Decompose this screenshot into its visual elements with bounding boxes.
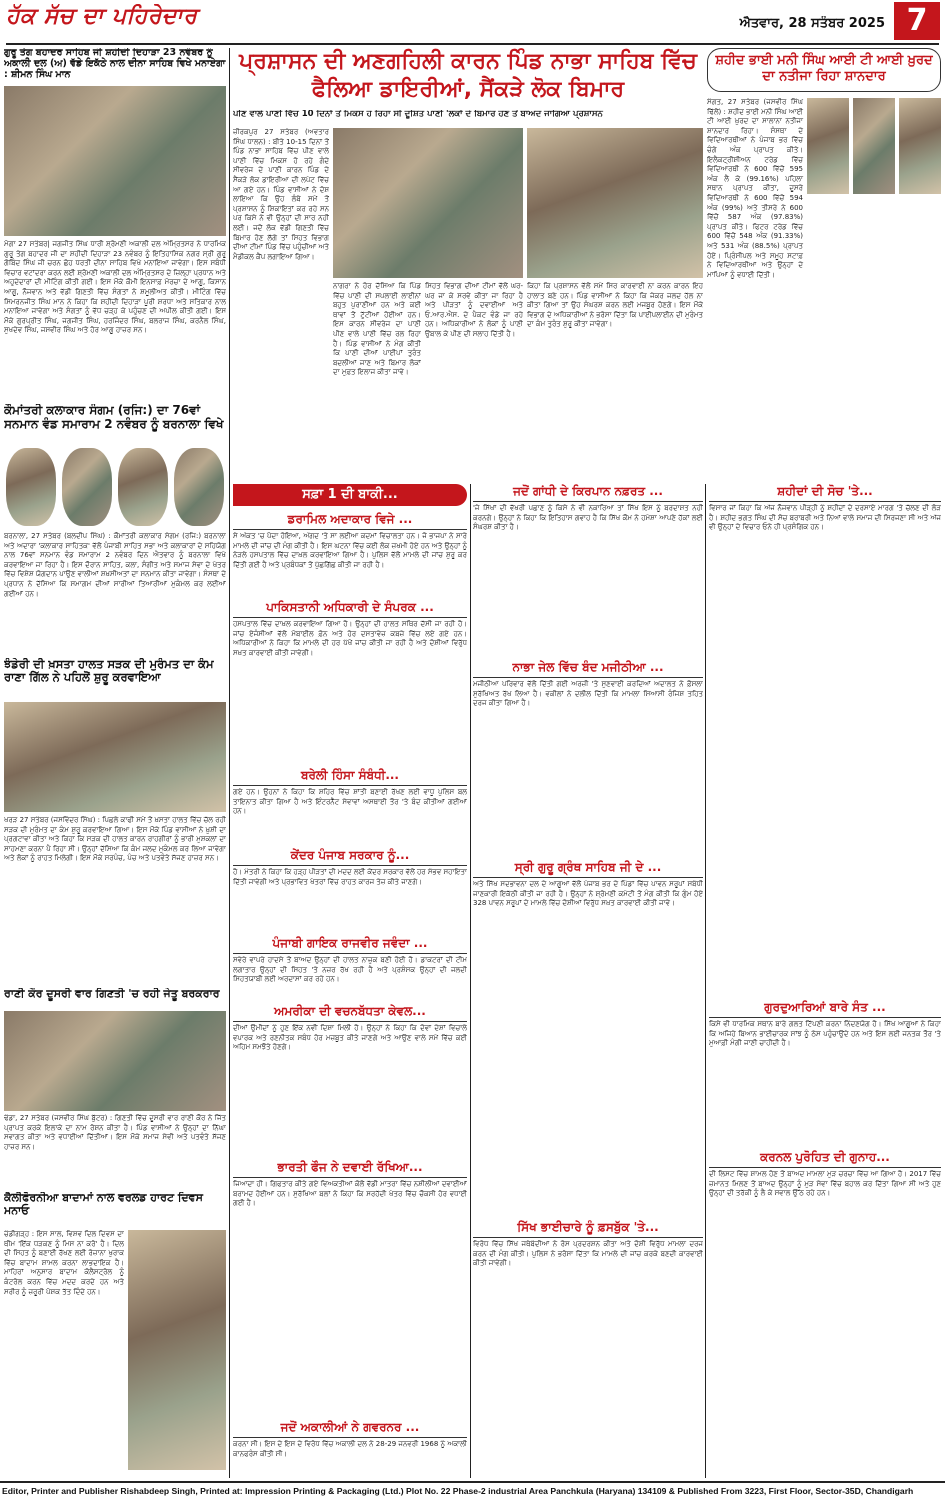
shaheed-headline: ਸ਼ਹੀਦ ਭਾਈ ਮਨੀ ਸਿੰਘ ਆਈ ਟੀ ਆਈ ਖ਼ੁਰਦ ਦਾ ਨਤੀਜਾ ਰਿਹਾ ਸ਼ਾਨਦਾਰ <box>707 48 941 92</box>
story-headline: ਕੌਮਾਂਤਰੀ ਕਲਾਕਾਰ ਸੰਗਮ (ਰਜਿ:) ਦਾ 76ਵਾਂ ਸਨਮਾਨ ਵੰਡ ਸਮਾਰਾਮ 2 ਨਵੰਬਰ ਨੂੰ ਬਰਨਾਲਾ ਵਿਖੇ <box>4 404 224 431</box>
footer-rule <box>0 1481 945 1483</box>
jump-body: 'ਜੇ ਸਿੱਖਾਂ ਦੀ ਵੱਖਰੀ ਪਛਾਣ ਨੂੰ ਕਿਸੇ ਨੇ ਵੀ ਨਕਾਰਿਆ ਤਾਂ ਸਿੱਖ ਇਸ ਨੂੰ ਬਰਦਾਸ਼ਤ ਨਹੀਂ ਕਰਨਗੇ। ਉਨ੍ਹਾਂ ਨੇ ਕਿਹਾ ਕਿ ਇਤਿਹਾਸ ਗਵਾਹ ਹੈ ਕਿ ਸਿੱਖ ਕੌਮ ਨੇ ਹਮੇਸ਼ਾ ਆਪਣੇ ਹੱਕਾਂ ਲਈ ਸੰਘਰਸ਼ ਕੀਤਾ ਹੈ। <box>473 504 703 532</box>
issue-date: ਐਤਵਾਰ, 28 ਸਤੰਬਰ 2025 <box>739 16 885 31</box>
lead-photo <box>527 128 703 278</box>
jump-body: ਕਰਨਾ ਸੀ। ਇਸ ਦੇ ਇਸ ਦੇ ਵਿਰੋਧ ਵਿੱਚ ਅਕਾਲੀ ਦਲ ਨੇ 28-29 ਜਨਵਰੀ 1968 ਨੂੰ ਅਕਾਲੀ ਕਾਨਫਰੰਸ ਕੀਤੀ ਸੀ। <box>233 1440 467 1458</box>
lead-photo <box>333 128 523 278</box>
jump-title: ਭਾਰਤੀ ਫੌਜ ਨੇ ਦਵਾਈ ਰੱਖਿਆ... <box>233 1160 467 1178</box>
masthead-logo <box>6 4 226 34</box>
jump-title: ਗੁਰਦੁਆਰਿਆਂ ਬਾਰੇ ਸੰਤ ... <box>709 1000 941 1018</box>
masthead <box>0 0 945 44</box>
column-divider <box>470 484 471 1478</box>
page-number: 7 <box>894 2 940 40</box>
portrait <box>174 448 224 526</box>
portrait <box>6 448 56 526</box>
jump-body: ਵਿਸਾਰ ਜਾਂ ਕਿਹਾ ਕਿ ਅੱਜ ਨੌਜਵਾਨ ਪੀੜ੍ਹੀ ਨੂੰ ਸ਼ਹੀਦਾਂ ਦੇ ਦਰਸਾਏ ਮਾਰਗ 'ਤੇ ਚੱਲਣ ਦੀ ਲੋੜ ਹੈ। ਸ਼ਹੀਦ ਭਗਤ ਸਿੰਘ ਦੀ ਸੋਚ ਬਰਾਬਰੀ ਅਤੇ ਨਿਆਂ ਵਾਲੇ ਸਮਾਜ ਦੀ ਸਿਰਜਣਾ ਸੀ ਅਤੇ ਅੱਜ ਵੀ ਉਨ੍ਹਾਂ ਦੇ ਵਿਚਾਰ ਓਨੇ ਹੀ ਪ੍ਰਸੰਗਿਕ ਹਨ। <box>709 504 941 532</box>
jump-body: ਸੇ ਅੰਕਤ 'ਚ ਪੈਦਾ ਹੋਇਆ, ਅੰਗਦ 'ਤੇ ਸਾ ਲਈਆ ਕਦਮਾਂ ਵਿਚਾਲਤਾ ਹਨ। ਜੋ ਭਾਜਪਾ ਨੇ ਸਾਰੇ ਮਾਮਲੇ ਦੀ ਜਾਂਚ ਦੀ ਮੰਗ ਕੀਤੀ ਹੈ। ਇਸ ਘਟਨਾ ਵਿੱਚ ਕਈ ਲੋਕ ਜ਼ਖਮੀ ਹੋਏ ਹਨ ਅਤੇ ਉਨ੍ਹਾਂ ਨੂੰ ਨੇੜਲੇ ਹਸਪਤਾਲ ਵਿੱਚ ਦਾਖ਼ਲ ਕਰਵਾਇਆ ਗਿਆ ਹੈ। ਪੁਲਿਸ ਵੱਲੋਂ ਮਾਮਲੇ ਦੀ ਜਾਂਚ ਸ਼ੁਰੂ ਕਰ ਦਿੱਤੀ ਗਈ ਹੈ ਅਤੇ ਪ੍ਰਬੰਧਕਾਂ ਤੋਂ ਪੁੱਛਗਿੱਛ ਕੀਤੀ ਜਾ ਰਹੀ ਹੈ। <box>233 532 467 569</box>
story-photo <box>4 86 226 236</box>
jump-body: ਸਵੇਰੇ ਵਾਪਰੇ ਹਾਦਸੇ ਤੋਂ ਬਾਅਦ ਉਨ੍ਹਾਂ ਦੀ ਹਾਲਤ ਨਾਜ਼ੁਕ ਬਣੀ ਹੋਈ ਹੈ। ਡਾਕਟਰਾਂ ਦੀ ਟੀਮ ਲਗਾਤਾਰ ਉਨ੍ਹਾਂ ਦੀ ਸਿਹਤ 'ਤੇ ਨਜ਼ਰ ਰੱਖ ਰਹੀ ਹੈ ਅਤੇ ਪ੍ਰਸ਼ੰਸਕ ਉਨ੍ਹਾਂ ਦੀ ਜਲਦੀ ਸਿਹਤਯਾਬੀ ਲਈ ਅਰਦਾਸਾਂ ਕਰ ਰਹੇ ਹਨ। <box>233 956 467 984</box>
lead-body: ਜ਼ੀਰਕਪੁਰ 27 ਸਤੰਬਰ (ਅਵਤਾਰ ਸਿੰਘ ਧਾਲਨ) : ਬੀਤੇ 10-15 ਦਿਨਾਂ ਤੋਂ ਪਿੰਡ ਨਾਭਾ ਸਾਹਿਬ ਵਿੱਚ ਪੀਣ ਵਾਲੇ ਪਾਣੀ ਵਿੱਚ ਮਿਕਸ ਹੋ ਰਹੇ ਗੰਦੇ ਸੀਵਰੇਜ ਦੇ ਪਾਣੀ ਕਾਰਨ ਪਿੰਡ ਦੇ ਸੈਂਕੜੇ ਲੋਕ ਡਾਇਰੀਆ ਦੀ ਲਪੇਟ ਵਿੱਚ ਆ ਗਏ ਹਨ। ਪਿੰਡ ਵਾਸੀਆਂ ਨੇ ਦੋਸ਼ ਲਾਇਆ ਕਿ ਉਹ ਲੰਬੇ ਸਮੇਂ ਤੋਂ ਪ੍ਰਸ਼ਾਸਨ ਨੂੰ ਸ਼ਿਕਾਇਤਾਂ ਕਰ ਰਹੇ ਸਨ ਪਰ ਕਿਸੇ ਨੇ ਵੀ ਉਨ੍ਹਾਂ ਦੀ ਸਾਰ ਨਹੀਂ ਲਈ। ਜਦੋਂ ਲੋਕ ਵੱਡੀ ਗਿਣਤੀ ਵਿੱਚ ਬਿਮਾਰ ਹੋਣ ਲੱਗੇ ਤਾਂ ਸਿਹਤ ਵਿਭਾਗ ਦੀਆਂ ਟੀਮਾਂ ਪਿੰਡ ਵਿੱਚ ਪਹੁੰਚੀਆਂ ਅਤੇ ਮੈਡੀਕਲ ਕੈਂਪ ਲਗਾਇਆ ਗਿਆ। <box>233 128 329 261</box>
story-body: ਮੋਗਾ 27 ਸਤੰਬਰ| ਜਗਜੀਤ ਸਿੰਘ ਧਾਰੀ ਸ਼੍ਰੋਮਣੀ ਅਕਾਲੀ ਦਲ ਅੰਮ੍ਰਿਤਸਰ ਨੇ ਧਾਰਮਿਕ ਗੁਰੂ ਤੇਗ ਬਹਾਦਰ ਜੀ ਦਾ ਸ਼ਹੀਦੀ ਦਿਹਾੜਾ 23 ਨਵੰਬਰ ਨੂੰ ਇਤਿਹਾਸਿਕ ਨਗਰ ਸ੍ਰੀ ਗੁਰੂ ਗੋਬਿੰਦ ਸਿੰਘ ਜੀ ਚਰਨ ਛੋਹ ਧਰਤੀ ਦੀਨਾ ਸਾਹਿਬ ਵਿਖੇ ਮਨਾਇਆ ਜਾਵੇਗਾ। ਇਸ ਸਬੰਧੀ ਵਿਚਾਰ ਵਟਾਂਦਰਾ ਕਰਨ ਲਈ ਸ਼੍ਰੋਮਣੀ ਅਕਾਲੀ ਦਲ ਅੰਮ੍ਰਿਤਸਰ ਦੇ ਜ਼ਿਲ੍ਹਾ ਪ੍ਰਧਾਨ ਅਤੇ ਅਹੁਦੇਦਾਰਾਂ ਦੀ ਮੀਟਿੰਗ ਕੀਤੀ ਗਈ। ਇਸ ਮੌਕੇ ਕੌਮੀ ਇਨਸਾਫ਼ ਮੋਰਚਾ ਦੇ ਆਗੂ, ਕਿਸਾਨ ਆਗੂ, ਨੌਜਵਾਨ ਅਤੇ ਵੱਡੀ ਗਿਣਤੀ ਵਿੱਚ ਸੰਗਤਾਂ ਨੇ ਸ਼ਮੂਲੀਅਤ ਕੀਤੀ। ਮੀਟਿੰਗ ਵਿੱਚ ਸਿਮਰਨਜੀਤ ਸਿੰਘ ਮਾਨ ਨੇ ਕਿਹਾ ਕਿ ਸ਼ਹੀਦੀ ਦਿਹਾੜਾ ਪੂਰੀ ਸ਼ਰਧਾ ਅਤੇ ਸਤਿਕਾਰ ਨਾਲ ਮਨਾਇਆ ਜਾਵੇਗਾ ਅਤੇ ਸੰਗਤਾਂ ਨੂੰ ਵੱਧ ਚੜ੍ਹ ਕੇ ਪਹੁੰਚਣ ਦੀ ਅਪੀਲ ਕੀਤੀ ਗਈ। ਇਸ ਮੌਕੇ ਗੁਰਪ੍ਰੀਤ ਸਿੰਘ, ਜਗਜੀਤ ਸਿੰਘ, ਹਰਜਿੰਦਰ ਸਿੰਘ, ਬਲਰਾਜ ਸਿੰਘ, ਕਰਨੈਲ ਸਿੰਘ, ਸੁਖਦੇਵ ਸਿੰਘ, ਜਸਵੀਰ ਸਿੰਘ ਅਤੇ ਹੋਰ ਆਗੂ ਹਾਜ਼ਰ ਸਨ। <box>4 240 226 335</box>
jump-banner <box>233 484 467 506</box>
portrait-row <box>4 448 226 528</box>
story-photo <box>128 1230 226 1470</box>
jump-body: ਕਿਸੇ ਵੀ ਧਾਰਮਿਕ ਸਥਾਨ ਬਾਰੇ ਗਲਤ ਟਿੱਪਣੀ ਕਰਨਾ ਨਿੰਦਣਯੋਗ ਹੈ। ਸਿੱਖ ਆਗੂਆਂ ਨੇ ਕਿਹਾ ਕਿ ਅਜਿਹੇ ਬਿਆਨ ਭਾਈਚਾਰਕ ਸਾਂਝ ਨੂੰ ਠੇਸ ਪਹੁੰਚਾਉਂਦੇ ਹਨ ਅਤੇ ਇਸ ਲਈ ਜਨਤਕ ਤੌਰ 'ਤੇ ਮੁਆਫ਼ੀ ਮੰਗੀ ਜਾਣੀ ਚਾਹੀਦੀ ਹੈ। <box>709 1020 941 1048</box>
jump-body: ਅਤੇ ਸਿੱਖ ਸਦਭਾਵਨਾ ਦਲ ਦੇ ਆਗੂਆਂ ਵੱਲੋਂ ਪੰਜਾਬ ਭਰ ਦੇ ਪਿੰਡਾਂ ਵਿੱਚ ਪਾਵਨ ਸਰੂਪਾਂ ਸਬੰਧੀ ਜਾਣਕਾਰੀ ਇਕੱਠੀ ਕੀਤੀ ਜਾ ਰਹੀ ਹੈ। ਉਨ੍ਹਾਂ ਨੇ ਸ਼੍ਰੋਮਣੀ ਕਮੇਟੀ ਤੋਂ ਮੰਗ ਕੀਤੀ ਕਿ ਗੁੰਮ ਹੋਏ 328 ਪਾਵਨ ਸਰੂਪਾਂ ਦੇ ਮਾਮਲੇ ਵਿੱਚ ਦੋਸ਼ੀਆਂ ਵਿਰੁੱਧ ਸਖ਼ਤ ਕਾਰਵਾਈ ਕੀਤੀ ਜਾਵੇ। <box>473 880 703 908</box>
story-headline: ਰਾਣੀ ਕੌਰ ਦੂਸਰੀ ਵਾਰ ਗਿਣਤੀ 'ਚ ਰਹੀ ਜੇਤੂ ਬਰਕਰਾਰ <box>4 988 220 1000</box>
portrait <box>118 448 168 526</box>
jump-title: ਪੰਜਾਬੀ ਗਾਇਕ ਰਾਜਵੀਰ ਜਵੰਦਾ ... <box>233 936 467 954</box>
imprint-line: Editor, Printer and Publisher Rishabdeep Singh, Printed at: Impression Printing & Packaging (Ltd.) Plot No. 22 Phase-2 industrial Area Panchkula (Haryana) 134109 & Published From 3223, First Floor, Sector-35D, Chandigarh <box>2 1486 914 1496</box>
lead-body: ਸਿਹਤ ਵਿਭਾਗ ਦੀਆਂ ਟੀਮਾਂ ਵੱਲੋਂ ਘਰ-ਘਰ ਜਾ ਕੇ ਸਰਵੇ ਕੀਤਾ ਜਾ ਰਿਹਾ ਹੈ ਅਤੇ ਪੀੜਤਾਂ ਨੂੰ ਦਵਾਈਆਂ ਅਤੇ ਓ.ਆਰ.ਐਸ. ਦੇ ਪੈਕਟ ਵੰਡੇ ਜਾ ਰਹੇ ਹਨ। ਅਧਿਕਾਰੀਆਂ ਨੇ ਲੋਕਾਂ ਨੂੰ ਪਾਣੀ ਉਬਾਲ ਕੇ ਪੀਣ ਦੀ ਸਲਾਹ ਦਿੱਤੀ ਹੈ। <box>425 282 523 338</box>
shaheed-box <box>707 48 941 478</box>
lead-body: ਕਿਹਾ ਕਿ ਪ੍ਰਸ਼ਾਸਨ ਵੱਲੋਂ ਸਮੇਂ ਸਿਰ ਕਾਰਵਾਈ ਨਾ ਕਰਨ ਕਾਰਨ ਇਹ ਹਾਲਾਤ ਬਣੇ ਹਨ। ਪਿੰਡ ਵਾਸੀਆਂ ਨੇ ਕਿਹਾ ਕਿ ਜੇਕਰ ਜਲਦ ਹੱਲ ਨਾ ਕੀਤਾ ਗਿਆ ਤਾਂ ਉਹ ਸੰਘਰਸ਼ ਕਰਨ ਲਈ ਮਜਬੂਰ ਹੋਣਗੇ। ਇਸ ਮੌਕੇ ਵਿਭਾਗ ਦੇ ਅਧਿਕਾਰੀਆਂ ਨੇ ਭਰੋਸਾ ਦਿੱਤਾ ਕਿ ਪਾਈਪਲਾਈਨ ਦੀ ਮੁਰੰਮਤ ਦਾ ਕੰਮ ਤੁਰੰਤ ਸ਼ੁਰੂ ਕੀਤਾ ਜਾਵੇਗਾ। <box>527 282 703 329</box>
jump-title: ਬਰੇਲੀ ਹਿੰਸਾ ਸੰਬੰਧੀ... <box>233 768 467 786</box>
story-headline: ਕੈਲੀਫੋਰਨੀਆ ਬਾਦਾਮਾਂ ਨਾਲ ਵਰਲਡ ਹਾਰਟ ਦਿਵਸ ਮਨਾਓ <box>4 1192 203 1217</box>
story-photo <box>4 1011 226 1111</box>
column-divider <box>705 484 706 1478</box>
story-body: ਢੰਡਾ, 27 ਸਤੰਬਰ (ਜਸਵੀਰ ਸਿੰਘ ਬੁੱਟਰ) : ਗਿਣਤੀ ਵਿੱਚ ਦੂਸਰੀ ਵਾਰ ਰਾਣੀ ਕੌਰ ਨੇ ਜਿੱਤ ਪ੍ਰਾਪਤ ਕਰਕੇ ਇਲਾਕੇ ਦਾ ਨਾਮ ਰੋਸ਼ਨ ਕੀਤਾ ਹੈ। ਪਿੰਡ ਵਾਸੀਆਂ ਨੇ ਉਨ੍ਹਾਂ ਦਾ ਨਿੱਘਾ ਸਵਾਗਤ ਕੀਤਾ ਅਤੇ ਵਧਾਈਆਂ ਦਿੱਤੀਆਂ। ਇਸ ਮੌਕੇ ਸਮਾਜ ਸੇਵੀ ਅਤੇ ਪਤਵੰਤੇ ਸੱਜਣ ਹਾਜ਼ਰ ਸਨ। <box>4 1114 226 1151</box>
jump-body: ਦੀਆਂ ਉਮੀਦਾਂ ਨੂੰ ਹੁਣ ਇੱਕ ਨਵੀਂ ਦਿਸ਼ਾ ਮਿਲੀ ਹੈ। ਉਨ੍ਹਾਂ ਨੇ ਕਿਹਾ ਕਿ ਦੋਵਾਂ ਦੇਸ਼ਾਂ ਵਿਚਾਲੇ ਵਪਾਰਕ ਅਤੇ ਰਣਨੀਤਕ ਸਬੰਧ ਹੋਰ ਮਜ਼ਬੂਤ ਕੀਤੇ ਜਾਣਗੇ ਅਤੇ ਆਉਣ ਵਾਲੇ ਸਮੇਂ ਵਿੱਚ ਕਈ ਅਹਿਮ ਸਮਝੌਤੇ ਹੋਣਗੇ। <box>233 1024 467 1052</box>
column-divider <box>229 48 230 1478</box>
jump-title: ਕਰਨਲ ਪੁਰੋਹਿਤ ਦੀ ਗੁਨਾਹ... <box>709 1150 941 1168</box>
jump-title: ਨਾਭਾ ਜੇਲ ਵਿੱਚ ਬੰਦ ਮਜੀਠੀਆ ... <box>473 660 703 678</box>
shaheed-body: ਸੰਗਤ, 27 ਸਤੰਬਰ (ਜਸਵੀਰ ਸਿੰਘ ਢਿੱਲੋਂ) : ਸ਼ਹੀਦ ਭਾਈ ਮਨੀ ਸਿੰਘ ਆਈ ਟੀ ਆਈ ਖ਼ੁਰਦ ਦਾ ਸਾਲਾਨਾ ਨਤੀਜਾ ਸ਼ਾਨਦਾਰ ਰਿਹਾ। ਸੰਸਥਾ ਦੇ ਵਿਦਿਆਰਥੀਆਂ ਨੇ ਪੰਜਾਬ ਭਰ ਵਿੱਚ ਚੰਗੇ ਅੰਕ ਪ੍ਰਾਪਤ ਕੀਤੇ। ਇਲੈਕਟ੍ਰੀਸ਼ੀਅਨ ਟਰੇਡ ਵਿੱਚ ਵਿਦਿਆਰਥੀ ਨੇ 600 ਵਿੱਚੋਂ 595 ਅੰਕ ਲੈ ਕੇ (99.16%) ਪਹਿਲਾ ਸਥਾਨ ਪ੍ਰਾਪਤ ਕੀਤਾ, ਦੂਸਰੇ ਵਿਦਿਆਰਥੀ ਨੇ 600 ਵਿੱਚੋਂ 594 ਅੰਕ (99%) ਅਤੇ ਤੀਸਰੇ ਨੇ 600 ਵਿੱਚੋਂ 587 ਅੰਕ (97.83%) ਪ੍ਰਾਪਤ ਕੀਤੇ। ਫਿਟਰ ਟਰੇਡ ਵਿੱਚ 600 ਵਿੱਚੋਂ 548 ਅੰਕ (91.33%) ਅਤੇ 531 ਅੰਕ (88.5%) ਪ੍ਰਾਪਤ ਹੋਏ। ਪ੍ਰਿੰਸੀਪਲ ਅਤੇ ਸਮੂਹ ਸਟਾਫ਼ ਨੇ ਵਿਦਿਆਰਥੀਆਂ ਅਤੇ ਉਨ੍ਹਾਂ ਦੇ ਮਾਪਿਆਂ ਨੂੰ ਵਧਾਈ ਦਿੱਤੀ। <box>707 98 803 279</box>
jump-title: ਸਿੱਖ ਭਾਈਚਾਰੇ ਨੂੰ ਫ਼ਸਬੁੱਕ 'ਤੇ... <box>473 1220 703 1238</box>
masthead-rule <box>6 43 939 45</box>
lead-headline: ਪ੍ਰਸ਼ਾਸਨ ਦੀ ਅਣਗਹਿਲੀ ਕਾਰਨ ਪਿੰਡ ਨਾਭਾ ਸਾਹਿਬ ਵਿੱਚ ਫੈਲਿਆ ਡਾਇਰੀਆਂ, ਸੈਂਕੜੇ ਲੋਕ ਬਿਮਾਰ <box>239 49 697 102</box>
lead-subhead: ਪੀਣ ਵਾਲੇ ਪਾਣੀ ਵਿੱਚ 10 ਦਿਨਾਂ ਤੋਂ ਮਿਕਸ ਹੋ ਰਿਹਾ ਸੀ ਦੂਸ਼ਿਤ ਪਾਣੀ 'ਲੋਕਾਂ ਦੇ ਬਿਮਾਰ ਹੋਣ ਤੋਂ ਬਾਅਦ ਜਾਗਿਆ ਪ੍ਰਸ਼ਾਸਨ <box>233 110 603 119</box>
jump-body: ਵਿਰੋਧ ਵਿੱਚ ਸਿੱਖ ਜਥੇਬੰਦੀਆਂ ਨੇ ਰੋਸ ਪ੍ਰਦਰਸ਼ਨ ਕੀਤਾ ਅਤੇ ਦੋਸ਼ੀ ਵਿਰੁੱਧ ਮਾਮਲਾ ਦਰਜ ਕਰਨ ਦੀ ਮੰਗ ਕੀਤੀ। ਪੁਲਿਸ ਨੇ ਭਰੋਸਾ ਦਿੱਤਾ ਕਿ ਮਾਮਲੇ ਦੀ ਜਾਂਚ ਕਰਕੇ ਬਣਦੀ ਕਾਰਵਾਈ ਕੀਤੀ ਜਾਵੇਗੀ। <box>473 1240 703 1268</box>
lead-body: ਨਾਗਰਾ ਨੇ ਹੋਰ ਦੱਸਿਆ ਕਿ ਪਿੰਡ ਵਿੱਚ ਪਾਣੀ ਦੀ ਸਪਲਾਈ ਲਾਈਨਾਂ ਬਹੁਤ ਪੁਰਾਣੀਆਂ ਹਨ ਅਤੇ ਕਈ ਥਾਵਾਂ ਤੋਂ ਟੁੱਟੀਆਂ ਹੋਈਆਂ ਹਨ। ਇਸ ਕਾਰਨ ਸੀਵਰੇਜ ਦਾ ਪਾਣੀ ਪੀਣ ਵਾਲੇ ਪਾਣੀ ਵਿੱਚ ਰਲ ਰਿਹਾ ਹੈ। ਪਿੰਡ ਵਾਸੀਆਂ ਨੇ ਮੰਗ ਕੀਤੀ ਕਿ ਪਾਣੀ ਦੀਆਂ ਪਾਈਪਾਂ ਤੁਰੰਤ ਬਦਲੀਆਂ ਜਾਣ ਅਤੇ ਬਿਮਾਰ ਲੋਕਾਂ ਦਾ ਮੁਫ਼ਤ ਇਲਾਜ ਕੀਤਾ ਜਾਵੇ। <box>333 282 421 377</box>
lead-story <box>233 48 703 478</box>
jump-title: ਡਰਾਮਿਲ ਅਦਾਕਾਰ ਵਿਜੇ ... <box>233 512 467 530</box>
jump-body: ਜਿਆਦਾ ਹੀ। ਗਿਫਤਾਰ ਕੀਤੇ ਗਏ ਵਿਅਕਤੀਆਂ ਕੋਲੋਂ ਵੱਡੀ ਮਾਤਰਾ ਵਿੱਚ ਨਸ਼ੀਲੀਆਂ ਦਵਾਈਆਂ ਬਰਾਮਦ ਹੋਈਆਂ ਹਨ। ਸੁਰੱਖਿਆ ਬਲਾਂ ਨੇ ਕਿਹਾ ਕਿ ਸਰਹੱਦੀ ਖੇਤਰ ਵਿੱਚ ਚੌਕਸੀ ਹੋਰ ਵਧਾਈ ਗਈ ਹੈ। <box>233 1180 467 1208</box>
portrait <box>62 448 112 526</box>
jump-body: ਗਏ ਹਨ। ਉਹਨਾਂ ਨੇ ਕਿਹਾ ਕਿ ਸ਼ਹਿਰ ਵਿੱਚ ਸ਼ਾਂਤੀ ਬਣਾਈ ਰੱਖਣ ਲਈ ਵਾਧੂ ਪੁਲਿਸ ਬਲ ਤਾਇਨਾਤ ਕੀਤਾ ਗਿਆ ਹੈ ਅਤੇ ਇੰਟਰਨੈੱਟ ਸੇਵਾਵਾਂ ਅਸਥਾਈ ਤੌਰ 'ਤੇ ਬੰਦ ਕੀਤੀਆਂ ਗਈਆਂ ਹਨ। <box>233 788 467 816</box>
story-headline: ਝੰਡੇਰੀ ਦੀ ਖ਼ਸਤਾ ਹਾਲਤ ਸੜਕ ਦੀ ਮੁਰੰਮਤ ਦਾ ਕੰਮ ਰਾਣਾ ਗਿੱਲ ਨੇ ਪਹਿਲੋਂ ਸ਼ੁਰੂ ਕਰਵਾਇਆ <box>4 658 214 685</box>
jump-banner-text: ਸਫ਼ਾ 1 ਦੀ ਬਾਕੀ... <box>302 487 398 502</box>
jump-body: ਮਜੀਠੀਆ ਪਰਿਵਾਰ ਵੱਲੋਂ ਦਿੱਤੀ ਗਈ ਅਰਜ਼ੀ 'ਤੇ ਸੁਣਵਾਈ ਕਰਦਿਆਂ ਅਦਾਲਤ ਨੇ ਫ਼ੈਸਲਾ ਸੁਰੱਖਿਅਤ ਰੱਖ ਲਿਆ ਹੈ। ਵਕੀਲਾਂ ਨੇ ਦਲੀਲ ਦਿੱਤੀ ਕਿ ਮਾਮਲਾ ਸਿਆਸੀ ਰੰਜਿਸ਼ ਤਹਿਤ ਦਰਜ ਕੀਤਾ ਗਿਆ ਹੈ। <box>473 680 703 708</box>
story-body: ਬਰਨਾਲਾ, 27 ਸਤੰਬਰ (ਬਲਦੀਪ ਸਿੰਘ) : ਕੌਮਾਂਤਰੀ ਕਲਾਕਾਰ ਸੰਗਮ (ਰਜਿ:) ਬਰਨਾਲਾ ਅਤੇ ਅਦਾਰਾ 'ਕਲਾਕਾਰ ਸਾਹਿਤਕ' ਵੱਲੋਂ ਪੰਜਾਬੀ ਸਾਹਿਤ ਸਭਾ ਅਤੇ ਕਲਾਕਾਰਾਂ ਦੇ ਸਹਿਯੋਗ ਨਾਲ 76ਵਾਂ ਸਨਮਾਨ ਵੰਡ ਸਮਾਰਾਮ 2 ਨਵੰਬਰ ਦਿਨ ਐਤਵਾਰ ਨੂੰ ਬਰਨਾਲਾ ਵਿਖੇ ਕਰਵਾਇਆ ਜਾ ਰਿਹਾ ਹੈ। ਇਸ ਦੌਰਾਨ ਸਾਹਿਤ, ਕਲਾ, ਸੰਗੀਤ ਅਤੇ ਸਮਾਜ ਸੇਵਾ ਦੇ ਖੇਤਰ ਵਿੱਚ ਵਿਸ਼ੇਸ਼ ਯੋਗਦਾਨ ਪਾਉਣ ਵਾਲੀਆਂ ਸ਼ਖ਼ਸੀਅਤਾਂ ਦਾ ਸਨਮਾਨ ਕੀਤਾ ਜਾਵੇਗਾ। ਸੰਸਥਾ ਦੇ ਪ੍ਰਧਾਨ ਨੇ ਦੱਸਿਆ ਕਿ ਸਮਾਗਮ ਦੀਆਂ ਸਾਰੀਆਂ ਤਿਆਰੀਆਂ ਮੁਕੰਮਲ ਕਰ ਲਈਆਂ ਗਈਆਂ ਹਨ। <box>4 532 226 598</box>
jump-body: ਦੀ ਲਿਸਟ ਵਿੱਚ ਸ਼ਾਮਲ ਹੋਣ ਤੋਂ ਬਾਅਦ ਮਾਮਲਾ ਮੁੜ ਚਰਚਾ ਵਿੱਚ ਆ ਗਿਆ ਹੈ। 2017 ਵਿੱਚ ਜ਼ਮਾਨਤ ਮਿਲਣ ਤੋਂ ਬਾਅਦ ਉਨ੍ਹਾਂ ਨੂੰ ਮੁੜ ਸੇਵਾ ਵਿੱਚ ਬਹਾਲ ਕਰ ਦਿੱਤਾ ਗਿਆ ਸੀ ਅਤੇ ਹੁਣ ਉਨ੍ਹਾਂ ਦੀ ਤਰੱਕੀ ਨੂੰ ਲੈ ਕੇ ਸਵਾਲ ਉੱਠ ਰਹੇ ਹਨ। <box>709 1170 941 1198</box>
jump-title: ਅਮਰੀਕਾ ਦੀ ਵਚਨਬੱਧਤਾ ਕੇਵਲ... <box>233 1004 467 1022</box>
jump-title: ਸ਼ਹੀਦਾਂ ਦੀ ਸੋਚ 'ਤੇ... <box>709 484 941 502</box>
jump-title: ਜਦੋਂ ਗਾਂਧੀ ਦੇ ਕਿਰਪਾਨ ਨਫ਼ਰਤ ... <box>473 484 703 502</box>
jump-body: ਹੈ। ਮੰਤਰੀ ਨੇ ਕਿਹਾ ਕਿ ਹੜ੍ਹ ਪੀੜਤਾਂ ਦੀ ਮਦਦ ਲਈ ਕੇਂਦਰ ਸਰਕਾਰ ਵੱਲੋਂ ਹਰ ਸੰਭਵ ਸਹਾਇਤਾ ਦਿੱਤੀ ਜਾਵੇਗੀ ਅਤੇ ਪ੍ਰਭਾਵਿਤ ਖੇਤਰਾਂ ਵਿੱਚ ਰਾਹਤ ਕਾਰਜ ਤੇਜ਼ ਕੀਤੇ ਜਾਣਗੇ। <box>233 868 467 886</box>
story-body: ਖਰੜ 27 ਸਤੰਬਰ (ਜਸਵਿੰਦਰ ਸਿੰਘ) : ਪਿਛਲੇ ਕਾਫੀ ਸਮੇਂ ਤੋਂ ਖ਼ਸਤਾ ਹਾਲਤ ਵਿੱਚ ਚੱਲ ਰਹੀ ਸੜਕ ਦੀ ਮੁਰੰਮਤ ਦਾ ਕੰਮ ਸ਼ੁਰੂ ਕਰਵਾਇਆ ਗਿਆ। ਇਸ ਮੌਕੇ ਪਿੰਡ ਵਾਸੀਆਂ ਨੇ ਖ਼ੁਸ਼ੀ ਦਾ ਪ੍ਰਗਟਾਵਾ ਕੀਤਾ ਅਤੇ ਕਿਹਾ ਕਿ ਸੜਕ ਦੀ ਹਾਲਤ ਕਾਰਨ ਰਾਹਗੀਰਾਂ ਨੂੰ ਭਾਰੀ ਮੁਸ਼ਕਲਾਂ ਦਾ ਸਾਹਮਣਾ ਕਰਨਾ ਪੈ ਰਿਹਾ ਸੀ। ਉਨ੍ਹਾਂ ਦੱਸਿਆ ਕਿ ਕੰਮ ਜਲਦ ਮੁਕੰਮਲ ਕਰ ਲਿਆ ਜਾਵੇਗਾ ਅਤੇ ਲੋਕਾਂ ਨੂੰ ਰਾਹਤ ਮਿਲੇਗੀ। ਇਸ ਮੌਕੇ ਸਰਪੰਚ, ਪੰਚ ਅਤੇ ਪਤਵੰਤੇ ਸੱਜਣ ਹਾਜ਼ਰ ਸਨ। <box>4 816 226 863</box>
jump-title: ਪਾਕਿਸਤਾਨੀ ਅਧਿਕਾਰੀ ਦੇ ਸੰਪਰਕ ... <box>233 600 467 618</box>
story-headline: ਗੁਰੂ ਤੇਗ ਬਹਾਦਰ ਸਾਹਿਬ ਜੀ ਸ਼ਹੀਦੀ ਦਿਹਾੜਾ 23 ਨਵੰਬਰ ਨੂੰ ਅਕਾਲੀ ਦਲ (ਅ) ਵੱਡੇ ਇਕੱਠੇ ਨਾਲ ਦੀਨਾ ਸਾਹਿਬ ਵਿਖੇ ਮਨਾਏਗਾ : ਸ਼ੀਮਨ ਸਿੰਘ ਮਾਨ <box>4 48 226 80</box>
story-photo <box>4 702 226 812</box>
jump-title: ਕੇਂਦਰ ਪੰਜਾਬ ਸਰਕਾਰ ਨੂੰ... <box>233 848 467 866</box>
jump-title: ਜਦੋਂ ਅਕਾਲੀਆਂ ਨੇ ਗਵਰਨਰ ... <box>233 1420 467 1438</box>
logo-text: ਹੱਕ ਸੱਚ ਦਾ ਪਹਿਰੇਦਾਰ <box>6 4 198 29</box>
story-body: ਚੰਡੀਗੜ੍ਹ : ਇਸ ਸਾਲ, ਵਿਸ਼ਵ ਦਿਲ ਦਿਵਸ ਦਾ ਥੀਮ 'ਇੱਕ ਧੜਕਣ ਨੂੰ ਮਿਸ ਨਾ ਕਰੋ' ਹੈ। ਦਿਲ ਦੀ ਸਿਹਤ ਨੂੰ ਬਣਾਈ ਰੱਖਣ ਲਈ ਰੋਜ਼ਾਨਾ ਖੁਰਾਕ ਵਿੱਚ ਬਾਦਾਮ ਸ਼ਾਮਲ ਕਰਨਾ ਲਾਭਦਾਇਕ ਹੈ। ਮਾਹਿਰਾਂ ਅਨੁਸਾਰ ਬਾਦਾਮ ਕੋਲੈਸਟ੍ਰੋਲ ਨੂੰ ਕੰਟਰੋਲ ਕਰਨ ਵਿੱਚ ਮਦਦ ਕਰਦੇ ਹਨ ਅਤੇ ਸਰੀਰ ਨੂੰ ਜ਼ਰੂਰੀ ਪੋਸ਼ਕ ਤੱਤ ਦਿੰਦੇ ਹਨ। <box>4 1230 124 1296</box>
jump-title: ਸ੍ਰੀ ਗੁਰੂ ਗ੍ਰੰਥ ਸਾਹਿਬ ਜੀ ਦੇ ... <box>473 860 703 878</box>
left-column <box>4 48 226 1478</box>
jump-body: ਹਸਪਤਾਲ ਵਿੱਚ ਦਾਖ਼ਲ ਕਰਵਾਇਆ ਗਿਆ ਹੈ। ਉਨ੍ਹਾਂ ਦੀ ਹਾਲਤ ਸਥਿਰ ਦੱਸੀ ਜਾ ਰਹੀ ਹੈ। ਜਾਂਚ ਏਜੰਸੀਆਂ ਵੱਲੋਂ ਮੋਬਾਈਲ ਫ਼ੋਨ ਅਤੇ ਹੋਰ ਦਸਤਾਵੇਜ਼ ਕਬਜ਼ੇ ਵਿੱਚ ਲਏ ਗਏ ਹਨ। ਅਧਿਕਾਰੀਆਂ ਨੇ ਕਿਹਾ ਕਿ ਮਾਮਲੇ ਦੀ ਹਰ ਪੱਖੋਂ ਜਾਂਚ ਕੀਤੀ ਜਾ ਰਹੀ ਹੈ ਅਤੇ ਦੋਸ਼ੀਆਂ ਵਿਰੁੱਧ ਸਖ਼ਤ ਕਾਰਵਾਈ ਕੀਤੀ ਜਾਵੇਗੀ। <box>233 620 467 657</box>
